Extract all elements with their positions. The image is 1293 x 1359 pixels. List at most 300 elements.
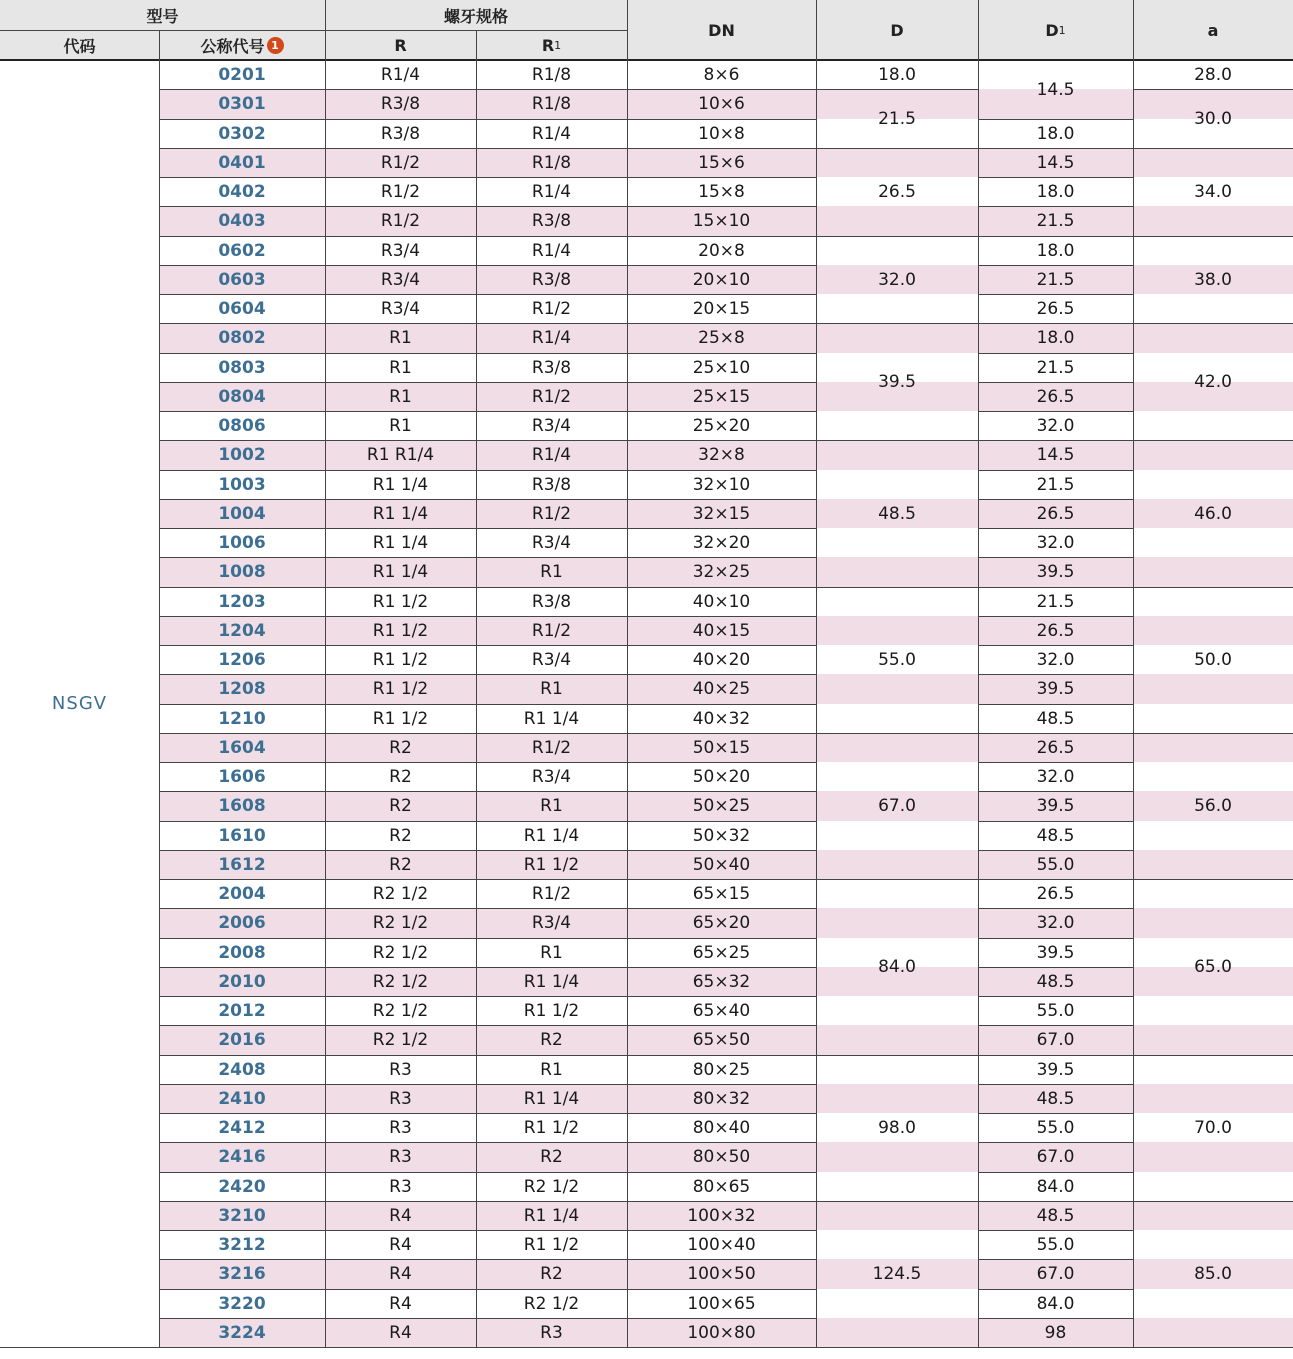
row-divider — [159, 382, 816, 383]
row-divider — [816, 323, 978, 324]
thread-r1-cell: R2 1/2 — [523, 1176, 580, 1197]
nominal-code-cell: 0603 — [218, 269, 266, 290]
d1-value-cell: 26.5 — [1036, 883, 1075, 904]
d1-value-cell: 18.0 — [1036, 328, 1075, 348]
row-divider — [978, 294, 1133, 295]
row-divider — [816, 148, 978, 149]
d1-value-cell: 21.5 — [1036, 211, 1075, 231]
dn-cell: 100×65 — [687, 1293, 756, 1314]
thread-r-cell: R1 — [389, 415, 412, 436]
thread-r-cell: R2 1/2 — [372, 1030, 429, 1050]
thread-r1-cell: R1/2 — [531, 503, 572, 524]
d1-value-cell: 21.5 — [1036, 357, 1075, 378]
dn-cell: 65×15 — [692, 883, 751, 904]
nominal-code-cell: 2420 — [218, 1176, 266, 1197]
thread-r-cell: R3 — [389, 1147, 412, 1167]
dn-cell: 65×20 — [692, 913, 751, 933]
row-divider — [159, 353, 816, 354]
dn-cell: 50×25 — [692, 796, 751, 816]
dn-cell: 20×15 — [692, 298, 751, 319]
row-divider — [816, 1201, 978, 1202]
thread-r-cell: R4 — [389, 1264, 412, 1284]
row-divider — [978, 938, 1133, 939]
row-divider — [978, 850, 1133, 851]
nominal-code-cell: 1004 — [218, 503, 266, 524]
thread-r1-cell: R1/4 — [531, 123, 572, 144]
header-bottom-rule — [0, 59, 1293, 61]
thread-r-cell: R3 — [389, 1059, 412, 1080]
row-divider — [1133, 587, 1293, 588]
dn-cell: 10×6 — [698, 94, 745, 114]
d1-value-cell: 14.5 — [1036, 79, 1075, 100]
d1-value-cell: 48.5 — [1036, 1088, 1075, 1109]
row-divider — [159, 206, 816, 207]
thread-r-cell: R4 — [389, 1234, 412, 1255]
thread-r1-cell: R1/2 — [531, 620, 572, 641]
row-divider — [159, 1055, 816, 1056]
thread-r-cell: R1 1/4 — [372, 474, 429, 495]
dn-cell: 15×6 — [698, 152, 745, 173]
nominal-code-cell: 0806 — [218, 415, 266, 436]
row-divider — [159, 762, 816, 763]
dn-cell: 25×8 — [698, 328, 745, 348]
thread-r-cell: R1 1/4 — [372, 562, 429, 582]
d1-value-cell: 39.5 — [1036, 679, 1075, 699]
thread-r1-cell: R2 — [540, 1147, 563, 1167]
nominal-code-cell: 0804 — [218, 386, 266, 407]
header-nominal-code-label: 公称代号 — [200, 37, 265, 56]
row-divider — [159, 294, 816, 295]
thread-r-cell: R2 1/2 — [372, 971, 429, 992]
a-value-cell: 65.0 — [1194, 957, 1232, 977]
nominal-code-cell: 3210 — [218, 1205, 266, 1226]
d1-value-cell: 67.0 — [1036, 1147, 1075, 1167]
row-divider — [978, 1084, 1133, 1085]
dn-cell: 20×8 — [698, 240, 745, 261]
thread-r-cell: R2 — [389, 854, 412, 875]
d1-value-cell: 18.0 — [1036, 181, 1075, 202]
row-divider — [978, 1289, 1133, 1290]
nominal-code-cell: 0604 — [218, 298, 266, 319]
table-bottom-rule — [0, 1347, 1293, 1348]
nominal-code-cell: 3224 — [218, 1322, 266, 1343]
a-value-cell: 70.0 — [1194, 1118, 1232, 1138]
d1-value-cell: 39.5 — [1036, 796, 1075, 816]
row-divider — [1133, 148, 1293, 149]
thread-r1-cell: R1/4 — [531, 328, 572, 348]
row-divider — [159, 236, 816, 237]
dn-cell: 40×10 — [692, 591, 751, 612]
dn-cell: 65×25 — [692, 942, 751, 963]
row-divider — [159, 557, 816, 558]
row-divider — [978, 1025, 1133, 1026]
dn-cell: 80×65 — [692, 1176, 751, 1197]
d-value-cell: 18.0 — [878, 64, 916, 85]
d1-value-cell: 48.5 — [1036, 1205, 1075, 1226]
thread-r-cell: R1 — [389, 328, 412, 348]
d-value-cell: 39.5 — [878, 371, 916, 392]
nominal-code-cell: 3212 — [218, 1234, 266, 1255]
nominal-code-cell: 3216 — [218, 1264, 266, 1284]
nominal-code-cell: 2010 — [218, 971, 266, 992]
row-divider — [159, 148, 816, 149]
row-divider — [159, 791, 816, 792]
dn-cell: 80×25 — [692, 1059, 751, 1080]
nominal-code-cell: 1610 — [218, 825, 266, 846]
dn-cell: 40×15 — [692, 620, 751, 641]
header-divider — [0, 30, 627, 31]
thread-r-cell: R2 1/2 — [372, 1000, 429, 1021]
header-d1 — [978, 0, 1133, 60]
row-divider — [159, 645, 816, 646]
dn-cell: 32×10 — [692, 474, 751, 495]
row-divider — [816, 89, 978, 90]
d1-value-cell: 21.5 — [1036, 474, 1075, 495]
thread-r1-cell: R1 1/4 — [523, 825, 580, 846]
nominal-code-cell: 2416 — [218, 1147, 266, 1167]
row-divider — [978, 470, 1133, 471]
d1-value-cell: 26.5 — [1036, 298, 1075, 319]
a-value-cell: 85.0 — [1194, 1264, 1232, 1284]
d1-value-cell: 32.0 — [1036, 415, 1075, 436]
thread-r-cell: R2 — [389, 737, 412, 758]
row-divider — [1133, 1201, 1293, 1202]
nominal-code-cell: 0402 — [218, 181, 266, 202]
dn-cell: 50×15 — [692, 737, 751, 758]
row-divider — [978, 821, 1133, 822]
d1-value-cell: 98 — [1044, 1322, 1067, 1343]
row-divider — [159, 470, 816, 471]
row-divider — [978, 1055, 1133, 1056]
d1-value-cell: 48.5 — [1036, 971, 1075, 992]
header-d1-sub: 1 — [1058, 23, 1066, 37]
row-divider — [159, 1113, 816, 1114]
thread-r1-cell: R1 1/2 — [523, 1000, 580, 1021]
nominal-code-cell: 1006 — [218, 532, 266, 553]
dn-cell: 40×20 — [692, 649, 751, 670]
thread-r-cell: R2 1/2 — [372, 942, 429, 963]
d-value-cell: 55.0 — [878, 650, 916, 670]
d-value-cell: 98.0 — [878, 1118, 916, 1138]
dn-cell: 32×15 — [692, 503, 751, 524]
note-badge-icon: 1 — [267, 37, 284, 54]
row-divider — [159, 1142, 816, 1143]
nominal-code-cell: 2410 — [218, 1088, 266, 1109]
row-divider — [159, 1084, 816, 1085]
nominal-code-cell: 1008 — [218, 562, 266, 582]
nominal-code-cell: 1002 — [218, 445, 266, 465]
thread-r1-cell: R2 1/2 — [523, 1293, 580, 1314]
row-divider — [1133, 879, 1293, 880]
thread-r1-cell: R3/4 — [531, 415, 572, 436]
row-divider — [1133, 1055, 1293, 1056]
row-divider — [978, 206, 1133, 207]
thread-r1-cell: R1 — [540, 1059, 563, 1080]
thread-r-cell: R1 1/2 — [372, 649, 429, 670]
row-divider — [816, 440, 978, 441]
dn-cell: 100×50 — [687, 1264, 756, 1284]
row-divider — [978, 704, 1133, 705]
d1-value-cell: 32.0 — [1036, 766, 1075, 787]
nominal-code-cell: 1612 — [218, 854, 266, 875]
d1-value-cell: 14.5 — [1036, 152, 1075, 173]
thread-r-cell: R1/2 — [380, 211, 421, 231]
d1-value-cell: 84.0 — [1036, 1176, 1075, 1197]
row-divider — [159, 1172, 816, 1173]
nominal-code-cell: 2006 — [218, 913, 266, 933]
a-value-cell: 50.0 — [1194, 650, 1232, 670]
dn-cell: 32×8 — [698, 445, 745, 465]
nominal-code-cell: 3220 — [218, 1293, 266, 1314]
thread-r-cell: R1 — [389, 357, 412, 378]
a-value-cell: 34.0 — [1194, 182, 1232, 202]
header-model: 型号 — [146, 7, 179, 26]
thread-r1-cell: R1 — [540, 942, 563, 963]
row-divider — [159, 938, 816, 939]
row-divider — [1133, 440, 1293, 441]
thread-r1-cell: R1/4 — [531, 181, 572, 202]
row-divider — [159, 733, 816, 734]
row-divider — [978, 1201, 1133, 1202]
row-divider — [978, 236, 1133, 237]
thread-r-cell: R3/4 — [380, 298, 421, 319]
a-value-cell: 46.0 — [1194, 503, 1232, 524]
dn-cell: 50×32 — [692, 825, 751, 846]
row-divider — [159, 587, 816, 588]
thread-r-cell: R1 1/2 — [372, 591, 429, 612]
thread-r-cell: R4 — [389, 1293, 412, 1314]
a-value-cell: 42.0 — [1194, 371, 1232, 392]
thread-r1-cell: R1 1/2 — [523, 854, 580, 875]
column-divider — [476, 30, 477, 1347]
row-divider — [978, 1172, 1133, 1173]
row-divider — [159, 1289, 816, 1290]
thread-r1-cell: R3/8 — [531, 211, 572, 231]
row-divider — [159, 1318, 816, 1319]
a-value-cell: 38.0 — [1194, 269, 1232, 290]
thread-r1-cell: R1 1/4 — [523, 708, 580, 729]
row-divider — [159, 821, 816, 822]
d1-value-cell: 39.5 — [1036, 562, 1075, 582]
nominal-code-cell: 0403 — [218, 211, 266, 231]
d1-value-cell: 55.0 — [1036, 1000, 1075, 1021]
row-divider — [978, 762, 1133, 763]
nominal-code-cell: 2412 — [218, 1117, 266, 1138]
thread-r1-cell: R1 — [540, 679, 563, 699]
row-divider — [159, 850, 816, 851]
thread-r1-cell: R1 — [540, 562, 563, 582]
dn-cell: 65×40 — [692, 1000, 751, 1021]
row-divider — [159, 996, 816, 997]
header-nominal-code — [159, 31, 325, 60]
thread-r1-cell: R1/8 — [531, 64, 572, 85]
nominal-code-cell: 0401 — [218, 152, 266, 173]
d-value-cell: 84.0 — [878, 957, 916, 977]
nominal-code-cell: 2016 — [218, 1030, 266, 1050]
dn-cell: 15×10 — [692, 211, 751, 231]
dn-cell: 50×20 — [692, 766, 751, 787]
d-value-cell: 32.0 — [878, 269, 916, 290]
row-divider — [159, 908, 816, 909]
dn-cell: 25×15 — [692, 386, 751, 407]
thread-r1-cell: R3 — [540, 1322, 563, 1343]
dn-cell: 65×32 — [692, 971, 751, 992]
row-divider — [978, 645, 1133, 646]
row-divider — [978, 967, 1133, 968]
d1-value-cell: 26.5 — [1036, 737, 1075, 758]
row-divider — [978, 1259, 1133, 1260]
nominal-code-cell: 1604 — [218, 737, 266, 758]
row-divider — [816, 879, 978, 880]
thread-r1-cell: R2 — [540, 1264, 563, 1284]
header-code: 代码 — [63, 37, 96, 56]
d-value-cell: 48.5 — [878, 503, 916, 524]
nominal-code-cell: 2004 — [218, 883, 266, 904]
dn-cell: 32×25 — [692, 562, 751, 582]
nominal-code-cell: 1608 — [218, 796, 266, 816]
row-divider — [978, 587, 1133, 588]
thread-r-cell: R1 1/4 — [372, 532, 429, 553]
thread-r-cell: R1/4 — [380, 64, 421, 85]
row-divider — [159, 1259, 816, 1260]
d1-value-cell: 21.5 — [1036, 591, 1075, 612]
dn-cell: 65×50 — [692, 1030, 751, 1050]
header-a: a — [1207, 20, 1219, 40]
thread-r-cell: R3 — [389, 1088, 412, 1109]
thread-r1-cell: R3/4 — [531, 649, 572, 670]
d1-value-cell: 67.0 — [1036, 1030, 1075, 1050]
d-value-cell: 124.5 — [872, 1264, 922, 1284]
thread-r-cell: R1/2 — [380, 181, 421, 202]
row-divider — [159, 967, 816, 968]
column-divider — [159, 30, 160, 1347]
d-value-cell: 21.5 — [878, 108, 916, 129]
d1-value-cell: 39.5 — [1036, 1059, 1075, 1080]
row-divider — [978, 323, 1133, 324]
nominal-code-cell: 2408 — [218, 1059, 266, 1080]
row-divider — [159, 879, 816, 880]
row-divider — [159, 528, 816, 529]
nominal-code-cell: 0302 — [218, 123, 266, 144]
dn-cell: 80×50 — [692, 1147, 751, 1167]
header-r: R — [394, 36, 407, 55]
thread-r-cell: R2 — [389, 825, 412, 846]
thread-r-cell: R1 1/4 — [372, 503, 429, 524]
thread-r1-cell: R3/8 — [531, 474, 572, 495]
thread-r1-cell: R1/2 — [531, 737, 572, 758]
row-divider — [159, 499, 816, 500]
thread-r-cell: R3/8 — [380, 94, 421, 114]
row-divider — [159, 323, 816, 324]
d1-value-cell: 48.5 — [1036, 825, 1075, 846]
thread-r1-cell: R3/4 — [531, 913, 572, 933]
row-divider — [978, 1230, 1133, 1231]
thread-r1-cell: R1/2 — [531, 386, 572, 407]
thread-r1-cell: R1 1/2 — [523, 1117, 580, 1138]
d1-value-cell: 18.0 — [1036, 123, 1075, 144]
nominal-code-cell: 2012 — [218, 1000, 266, 1021]
thread-r-cell: R1/2 — [380, 152, 421, 173]
nominal-code-cell: 1203 — [218, 591, 266, 612]
nominal-code-cell: 0602 — [218, 240, 266, 261]
row-divider — [978, 616, 1133, 617]
dn-cell: 80×40 — [692, 1117, 751, 1138]
row-divider — [978, 791, 1133, 792]
row-divider — [978, 177, 1133, 178]
row-divider — [978, 353, 1133, 354]
d1-value-cell: 55.0 — [1036, 1234, 1075, 1255]
row-divider — [1133, 236, 1293, 237]
thread-r-cell: R1 1/2 — [372, 708, 429, 729]
thread-r1-cell: R1/8 — [531, 94, 572, 114]
thread-r1-cell: R1/2 — [531, 298, 572, 319]
d1-value-cell: 32.0 — [1036, 913, 1075, 933]
thread-r-cell: R3 — [389, 1117, 412, 1138]
header-thread-spec: 螺牙规格 — [443, 7, 508, 26]
d1-value-cell: 18.0 — [1036, 240, 1075, 261]
d-value-cell: 26.5 — [878, 182, 916, 202]
row-divider — [159, 616, 816, 617]
thread-r1-cell: R1/4 — [531, 240, 572, 261]
dn-cell: 40×25 — [692, 679, 751, 699]
header-r1-sub: 1 — [554, 39, 562, 52]
thread-r1-cell: R1/4 — [531, 445, 572, 465]
row-divider — [159, 411, 816, 412]
dn-cell: 80×32 — [692, 1088, 751, 1109]
row-divider — [159, 674, 816, 675]
row-divider — [159, 440, 816, 441]
d1-value-cell: 39.5 — [1036, 942, 1075, 963]
dn-cell: 40×32 — [692, 708, 751, 729]
column-divider — [1133, 0, 1134, 1347]
d1-value-cell: 32.0 — [1036, 649, 1075, 670]
a-value-cell: 56.0 — [1194, 796, 1232, 816]
row-divider — [816, 733, 978, 734]
dn-cell: 25×10 — [692, 357, 751, 378]
thread-r1-cell: R1/2 — [531, 883, 572, 904]
dn-cell: 25×20 — [692, 415, 751, 436]
d1-value-cell: 32.0 — [1036, 532, 1075, 553]
nominal-code-cell: 1204 — [218, 620, 266, 641]
d-value-cell: 67.0 — [878, 796, 916, 816]
row-divider — [978, 557, 1133, 558]
thread-r1-cell: R3/8 — [531, 357, 572, 378]
row-divider — [978, 996, 1133, 997]
row-divider — [978, 1318, 1133, 1319]
d1-value-cell: 26.5 — [1036, 620, 1075, 641]
row-divider — [978, 382, 1133, 383]
row-divider — [1133, 323, 1293, 324]
thread-r-cell: R3/8 — [380, 123, 421, 144]
nominal-code-cell: 0803 — [218, 357, 266, 378]
thread-r-cell: R1 R1/4 — [366, 445, 435, 465]
thread-r-cell: R1 1/2 — [372, 620, 429, 641]
header-dn: DN — [708, 20, 735, 40]
thread-r1-cell: R1 1/4 — [523, 1088, 580, 1109]
row-divider — [159, 119, 816, 120]
nominal-code-cell: 0301 — [218, 94, 266, 114]
nominal-code-cell: 1003 — [218, 474, 266, 495]
a-value-cell: 28.0 — [1194, 64, 1232, 85]
thread-r1-cell: R1 1/4 — [523, 971, 580, 992]
thread-r-cell: R2 — [389, 766, 412, 787]
row-divider — [978, 908, 1133, 909]
thread-r1-cell: R1 — [540, 796, 563, 816]
column-divider — [816, 0, 817, 1347]
thread-r-cell: R3/4 — [380, 269, 421, 290]
header-d: D — [890, 20, 904, 40]
dn-cell: 100×32 — [687, 1205, 756, 1226]
